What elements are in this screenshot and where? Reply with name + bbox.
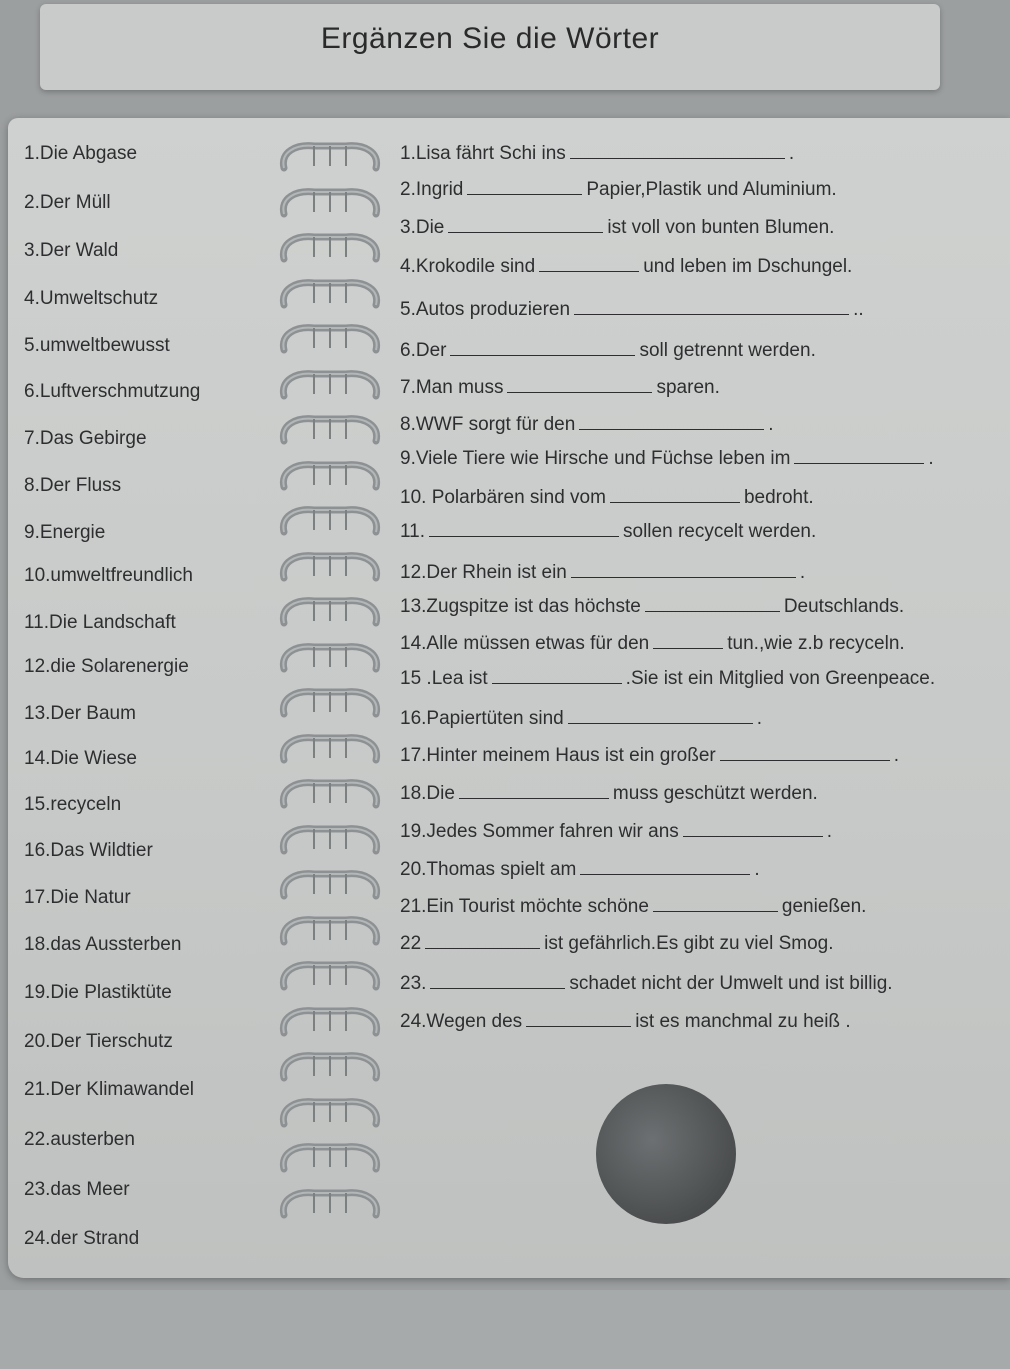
sentence-end: . — [788, 143, 795, 164]
sentence-start: 7.Man muss — [400, 377, 504, 398]
fill-in-sentence — [400, 253, 852, 278]
spiral-ring — [272, 415, 388, 445]
sentence-end: ist gefährlich.Es gibt zu viel Smog. — [544, 933, 834, 954]
sentence-end: schadet nicht der Umwelt und ist billig. — [569, 973, 893, 994]
fill-in-sentence — [400, 630, 905, 655]
sentence-start: 2.Ingrid — [400, 179, 464, 200]
fill-in-sentence — [400, 374, 720, 399]
vocab-word: 11.Die Landschaft — [24, 612, 176, 633]
sentence-end: .Sie ist ein Mitglied von Greenpeace. — [625, 668, 936, 689]
sentence-start: 12.Der Rhein ist ein — [400, 562, 567, 583]
sentence-start: 5.Autos produzieren — [400, 299, 571, 320]
spiral-ring — [272, 1189, 388, 1219]
sentence-start: 11. — [400, 521, 426, 542]
answer-blank[interactable] — [645, 593, 780, 612]
vocab-word: 19.Die Plastiktüte — [24, 982, 172, 1003]
sentence-start: 22 — [400, 933, 422, 954]
worksheet — [8, 118, 1010, 1278]
vocab-word: 22.austerben — [24, 1129, 135, 1150]
fill-in-sentence — [400, 893, 866, 918]
vocab-word: 23.das Meer — [24, 1179, 130, 1200]
vocab-word: 10.umweltfreundlich — [24, 565, 193, 586]
sentence-start: 9.Viele Tiere wie Hirsche und Füchse leben im — [400, 448, 791, 469]
vocab-word: 15.recyceln — [24, 794, 122, 815]
answer-blank[interactable] — [574, 296, 849, 315]
spiral-ring — [272, 688, 388, 718]
answer-blank[interactable] — [448, 214, 603, 233]
answer-blank[interactable] — [526, 1008, 631, 1027]
fill-in-sentence — [400, 518, 816, 543]
spiral-ring — [272, 552, 388, 582]
sentence-end: . — [768, 414, 774, 435]
sentence-end: sparen. — [656, 377, 720, 398]
fill-in-sentence — [400, 411, 774, 436]
fill-in-sentence — [400, 176, 837, 201]
spiral-ring — [272, 142, 388, 172]
sentence-start: 19.Jedes Sommer fahren wir ans — [400, 821, 679, 842]
spiral-ring — [272, 324, 388, 354]
answer-blank[interactable] — [653, 630, 723, 649]
answer-blank[interactable] — [429, 518, 619, 537]
spiral-ring — [272, 870, 388, 900]
sentence-end: sollen recycelt werden. — [623, 521, 817, 542]
sentence-start: 23. — [400, 973, 427, 994]
sentence-start: 16.Papiertüten sind — [400, 708, 564, 729]
vocab-word: 2.Der Müll — [24, 192, 111, 213]
fill-in-sentence — [400, 1008, 851, 1033]
sentence-start: 24.Wegen des — [400, 1011, 523, 1032]
sentence-end: . — [826, 821, 833, 842]
sentence-end: . — [928, 448, 934, 469]
vocab-word: 16.Das Wildtier — [24, 840, 153, 861]
answer-blank[interactable] — [580, 856, 750, 875]
answer-blank[interactable] — [579, 411, 764, 430]
spiral-ring — [272, 961, 388, 991]
spiral-ring — [272, 461, 388, 491]
spiral-ring — [272, 279, 388, 309]
vocab-word: 5.umweltbewusst — [24, 335, 170, 356]
spiral-ring — [272, 188, 388, 218]
fill-in-sentence — [400, 780, 818, 805]
vocab-word: 21.Der Klimawandel — [24, 1079, 195, 1100]
answer-blank[interactable] — [430, 970, 565, 989]
vocab-word: 13.Der Baum — [24, 703, 136, 724]
vocab-word: 20.Der Tierschutz — [24, 1031, 173, 1052]
sentence-end: Deutschlands. — [783, 596, 905, 617]
sentence-start: 6.Der — [400, 340, 447, 361]
sentence-end: Papier,Plastik und Aluminium. — [586, 179, 837, 200]
sentence-start: 4.Krokodile sind — [400, 256, 536, 277]
sentence-end: tun.,wie z.b recyceln. — [727, 633, 905, 654]
spiral-ring — [272, 233, 388, 263]
vocab-word: 9.Energie — [24, 522, 106, 543]
page-title: Ergänzen Sie die Wörter — [320, 22, 660, 55]
spiral-ring — [272, 1052, 388, 1082]
vocab-word: 14.Die Wiese — [24, 748, 137, 769]
sentence-start: 13.Zugspitze ist das höchste — [400, 596, 641, 617]
sentence-start: 17.Hinter meinem Haus ist ein großer — [400, 745, 716, 766]
answer-blank[interactable] — [568, 705, 753, 724]
vocab-word: 24.der Strand — [24, 1228, 140, 1249]
sentence-end: . — [893, 745, 900, 766]
table-surface — [0, 1290, 1010, 1369]
title-card — [40, 4, 940, 90]
sentence-start: 8.WWF sorgt für den — [400, 414, 576, 435]
answer-blank[interactable] — [425, 930, 540, 949]
spiral-ring — [272, 1007, 388, 1037]
fill-in-sentence — [400, 484, 814, 509]
fill-in-sentence — [400, 593, 904, 618]
sentence-end: .. — [853, 299, 864, 320]
answer-blank[interactable] — [459, 780, 609, 799]
vocab-word: 4.Umweltschutz — [24, 288, 159, 309]
fill-in-sentence — [400, 665, 935, 690]
spiral-ring — [272, 734, 388, 764]
sentence-end: ist voll von bunten Blumen. — [607, 217, 835, 238]
sentence-start: 10. Polarbären sind vom — [400, 487, 606, 508]
sentence-start: 3.Die — [400, 217, 445, 238]
spiral-ring — [272, 506, 388, 536]
answer-blank[interactable] — [610, 484, 740, 503]
sentence-end: . — [799, 562, 806, 583]
answer-blank[interactable] — [570, 140, 785, 159]
spiral-ring — [272, 779, 388, 809]
fill-in-sentence — [400, 705, 762, 730]
fill-in-sentence — [400, 445, 934, 470]
answer-blank[interactable] — [571, 559, 796, 578]
sentence-end: und leben im Dschungel. — [643, 256, 853, 277]
fill-in-sentence — [400, 818, 832, 843]
sentence-end: bedroht. — [743, 487, 814, 508]
fill-in-sentence — [400, 337, 816, 362]
vocab-word: 18.das Aussterben — [24, 934, 182, 955]
vocab-word: 17.Die Natur — [24, 887, 131, 908]
globe-image — [596, 1084, 736, 1224]
answer-blank[interactable] — [720, 742, 890, 761]
spiral-ring — [272, 370, 388, 400]
answer-blank[interactable] — [683, 818, 823, 837]
sentence-start: 21.Ein Tourist möchte schöne — [400, 896, 649, 917]
vocab-word: 8.Der Fluss — [24, 475, 122, 496]
spiral-ring — [272, 825, 388, 855]
sentence-start: 14.Alle müssen etwas für den — [400, 633, 650, 654]
sentence-end: ist es manchmal zu heiß . — [635, 1011, 851, 1032]
sentence-start: 18.Die — [400, 783, 455, 804]
answer-blank[interactable] — [539, 253, 639, 272]
sentence-start: 20.Thomas spielt am — [400, 859, 577, 880]
spiral-ring — [272, 1143, 388, 1173]
sentence-end: soll getrennt werden. — [639, 340, 816, 361]
fill-in-sentence — [400, 930, 834, 955]
sentence-end: muss geschützt werden. — [612, 783, 818, 804]
sentence-end: . — [754, 859, 760, 880]
fill-in-sentence — [400, 140, 794, 165]
vocab-word: 7.Das Gebirge — [24, 428, 147, 449]
sentence-end: genießen. — [781, 896, 867, 917]
answer-blank[interactable] — [794, 445, 924, 464]
answer-blank[interactable] — [492, 665, 622, 684]
vocab-word: 1.Die Abgase — [24, 143, 138, 164]
vocab-word: 12.die Solarenergie — [24, 656, 189, 677]
fill-in-sentence — [400, 214, 834, 239]
sentence-end: . — [756, 708, 763, 729]
fill-in-sentence — [400, 856, 760, 881]
spiral-ring — [272, 597, 388, 627]
fill-in-sentence — [400, 970, 893, 995]
vocab-word: 6.Luftverschmutzung — [24, 381, 201, 402]
sentence-start: 1.Lisa fährt Schi ins — [400, 143, 566, 164]
answer-blank[interactable] — [653, 893, 778, 912]
fill-in-sentence — [400, 296, 864, 321]
spiral-ring — [272, 643, 388, 673]
sentence-start: 15 .Lea ist — [400, 668, 488, 689]
vocab-word: 3.Der Wald — [24, 240, 119, 261]
spiral-ring — [272, 916, 388, 946]
answer-blank[interactable] — [450, 337, 635, 356]
spiral-ring — [272, 1098, 388, 1128]
fill-in-sentence — [400, 742, 899, 767]
answer-blank[interactable] — [467, 176, 582, 195]
answer-blank[interactable] — [507, 374, 652, 393]
fill-in-sentence — [400, 559, 805, 584]
